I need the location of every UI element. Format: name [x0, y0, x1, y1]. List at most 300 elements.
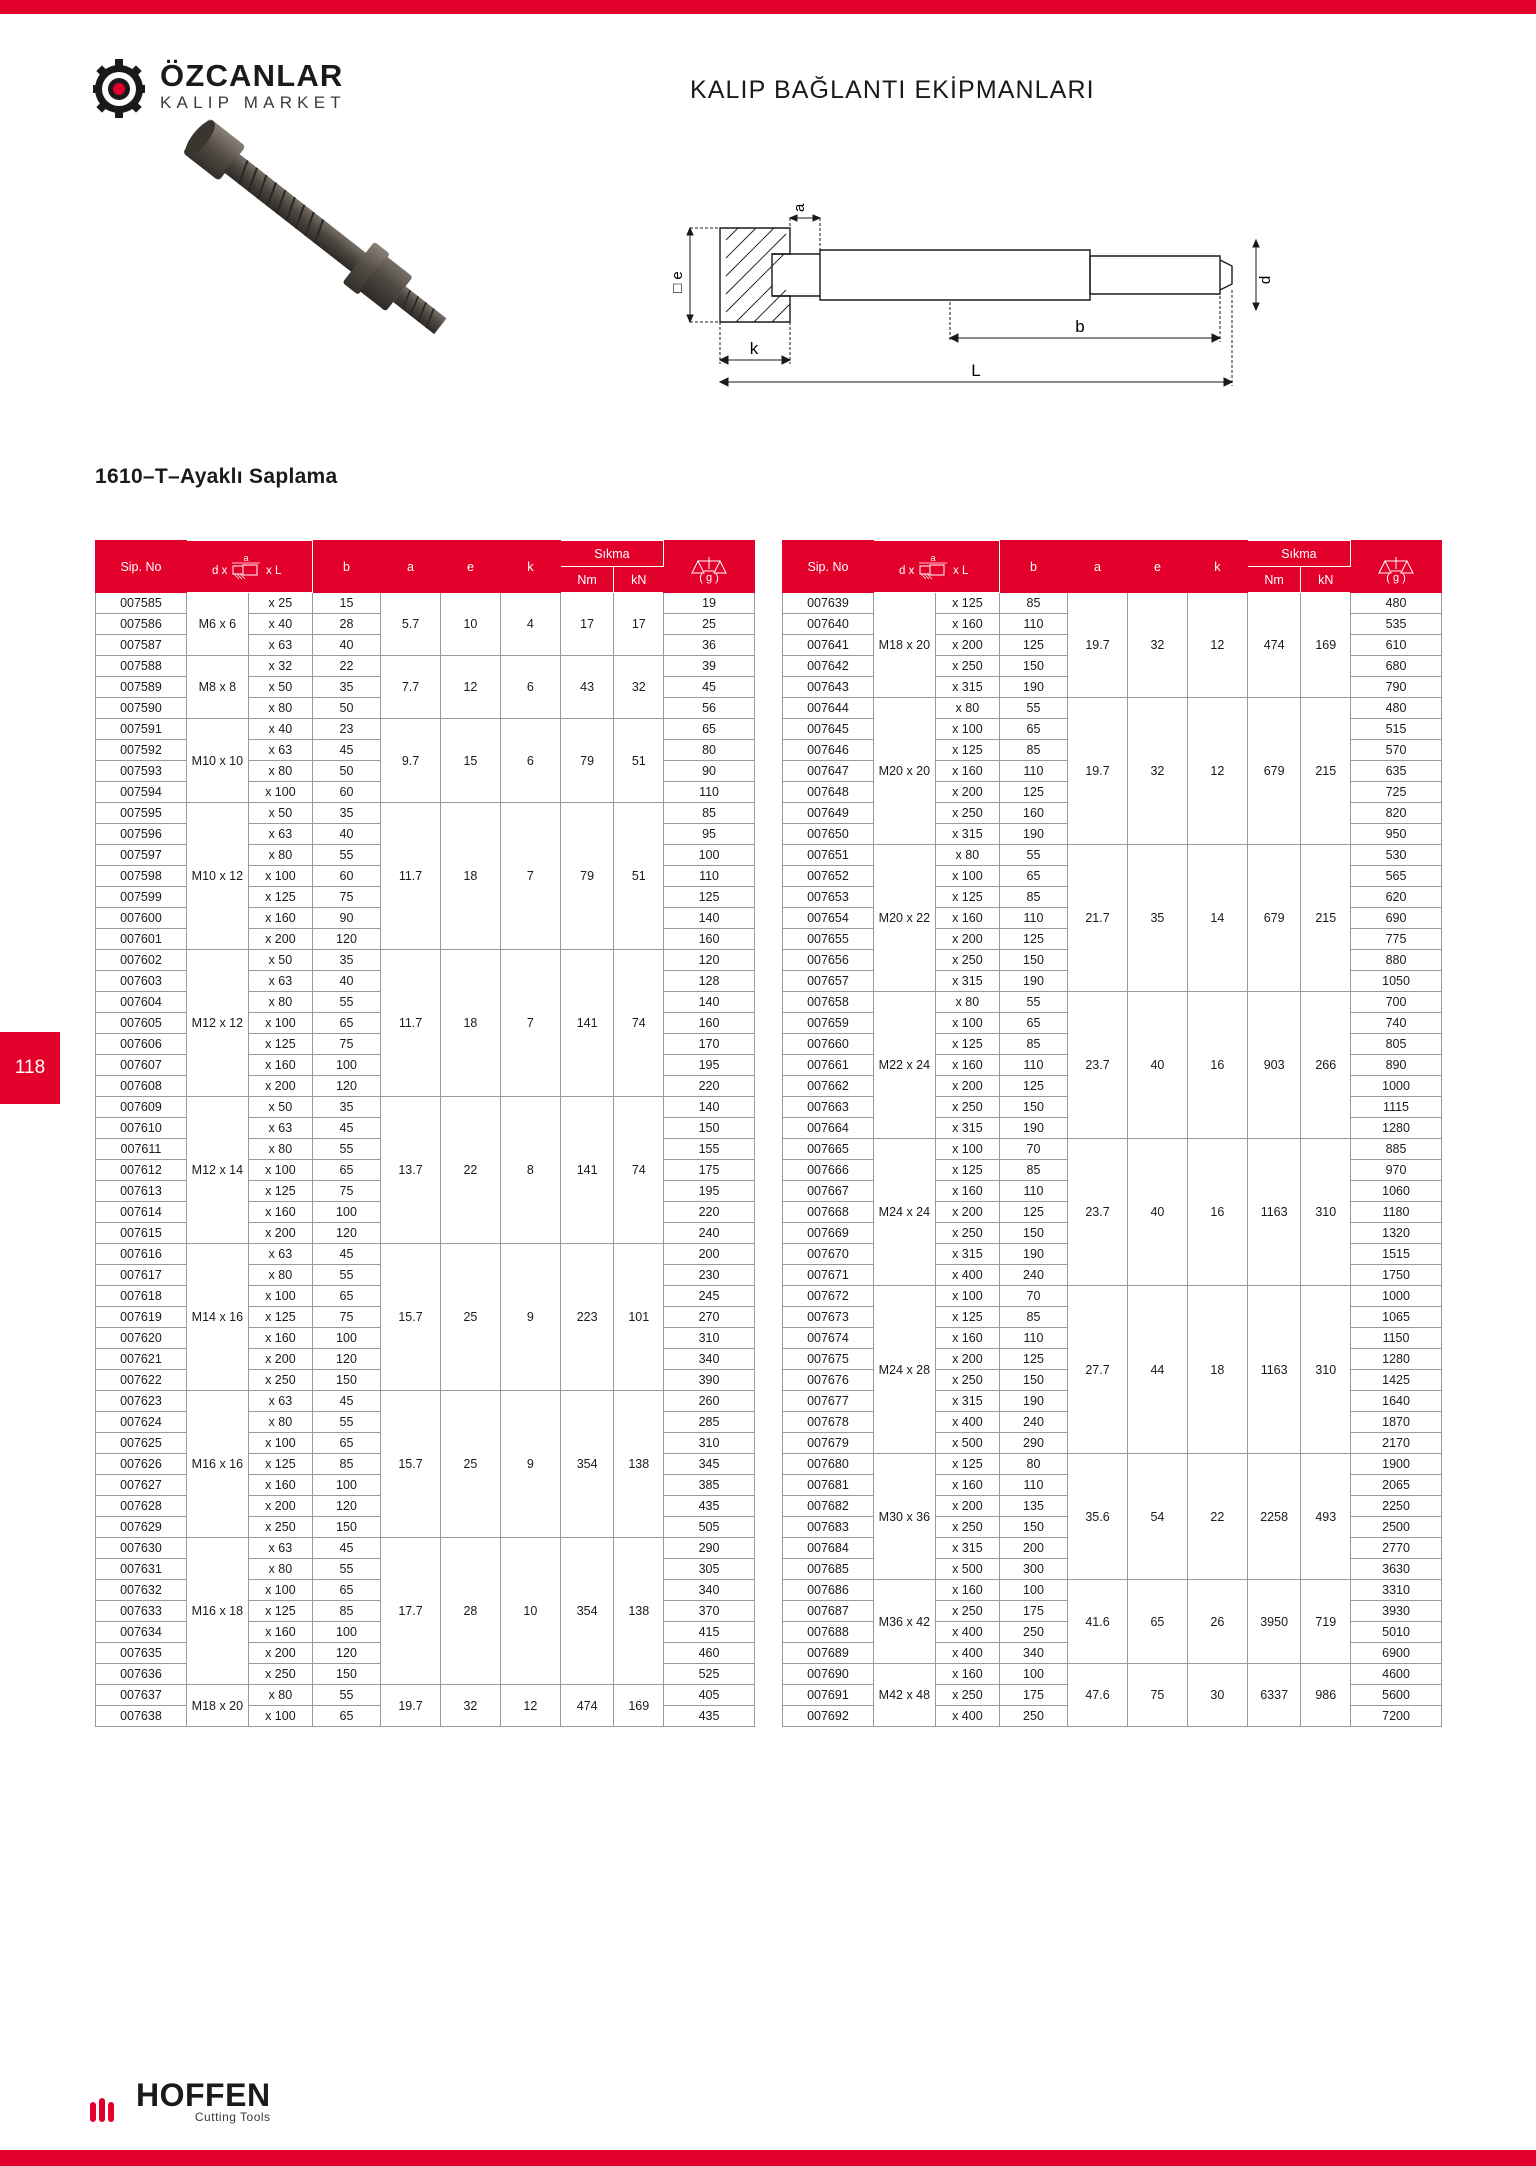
cell-b: 290 — [999, 1433, 1067, 1454]
cell-weight: 39 — [664, 656, 755, 677]
cell-sip-no: 007646 — [783, 740, 874, 761]
cell-weight: 385 — [664, 1475, 755, 1496]
cell-e: 28 — [440, 1538, 500, 1685]
cell-sip-no: 007617 — [96, 1265, 187, 1286]
cell-b: 40 — [312, 635, 380, 656]
table-row — [96, 656, 755, 677]
brand-subtitle: KALIP MARKET — [160, 92, 346, 112]
cell-weight: 700 — [1351, 992, 1442, 1013]
cell-b: 65 — [312, 1160, 380, 1181]
cell-weight: 1425 — [1351, 1370, 1442, 1391]
cell-sip-no: 007647 — [783, 761, 874, 782]
cell-b: 55 — [999, 845, 1067, 866]
cell-b: 110 — [999, 1055, 1067, 1076]
cell-length: x 200 — [935, 635, 999, 656]
cell-b: 85 — [999, 740, 1067, 761]
cell-b: 190 — [999, 1118, 1067, 1139]
cell-weight: 370 — [664, 1601, 755, 1622]
cell-e: 15 — [440, 719, 500, 803]
cell-weight: 120 — [664, 950, 755, 971]
spec-table-left — [95, 540, 755, 1727]
cell-b: 65 — [999, 866, 1067, 887]
cell-length: x 400 — [935, 1412, 999, 1433]
cell-b: 110 — [999, 908, 1067, 929]
cell-weight: 95 — [664, 824, 755, 845]
cell-a: 11.7 — [381, 950, 441, 1097]
cell-k: 9 — [500, 1244, 560, 1391]
cell-sip-no: 007631 — [96, 1559, 187, 1580]
cell-sip-no: 007609 — [96, 1097, 187, 1118]
cell-length: x 80 — [248, 1412, 312, 1433]
cell-length: x 250 — [935, 1685, 999, 1706]
table-row — [96, 719, 755, 740]
cell-size: M20 x 20 — [873, 698, 935, 845]
top-accent-bar — [0, 0, 1536, 14]
cell-nm: 1163 — [1247, 1286, 1301, 1454]
cell-weight: 110 — [664, 866, 755, 887]
cell-length: x 315 — [935, 824, 999, 845]
cell-weight: 885 — [1351, 1139, 1442, 1160]
cell-length: x 315 — [935, 1538, 999, 1559]
cell-b: 190 — [999, 677, 1067, 698]
cell-weight: 530 — [1351, 845, 1442, 866]
cell-weight: 5010 — [1351, 1622, 1442, 1643]
cell-b: 120 — [312, 929, 380, 950]
cell-weight: 1870 — [1351, 1412, 1442, 1433]
cell-length: x 80 — [935, 845, 999, 866]
cell-weight: 1050 — [1351, 971, 1442, 992]
cell-b: 120 — [312, 1076, 380, 1097]
cell-length: x 80 — [935, 698, 999, 719]
cell-sip-no: 007606 — [96, 1034, 187, 1055]
cell-length: x 80 — [248, 1139, 312, 1160]
cell-length: x 40 — [248, 614, 312, 635]
cell-b: 150 — [999, 1097, 1067, 1118]
cell-length: x 100 — [248, 1160, 312, 1181]
cell-size: M16 x 18 — [186, 1538, 248, 1685]
cell-b: 190 — [999, 824, 1067, 845]
th-dxl — [186, 541, 312, 593]
cell-weight: 305 — [664, 1559, 755, 1580]
cell-sip-no: 007619 — [96, 1307, 187, 1328]
cell-sip-no: 007664 — [783, 1118, 874, 1139]
cell-size: M14 x 16 — [186, 1244, 248, 1391]
cell-length: x 315 — [935, 1244, 999, 1265]
cell-length: x 160 — [248, 1055, 312, 1076]
cell-sip-no: 007624 — [96, 1412, 187, 1433]
cell-weight: 285 — [664, 1412, 755, 1433]
cell-length: x 315 — [935, 1391, 999, 1412]
cell-kn: 215 — [1301, 845, 1351, 992]
cell-b: 55 — [312, 992, 380, 1013]
cell-sip-no: 007645 — [783, 719, 874, 740]
cell-sip-no: 007669 — [783, 1223, 874, 1244]
footer-tagline: Cutting Tools — [194, 2110, 271, 2124]
footer-logo — [88, 2076, 271, 2124]
cell-k: 14 — [1187, 845, 1247, 992]
cell-e: 18 — [440, 950, 500, 1097]
cell-b: 60 — [312, 782, 380, 803]
cell-b: 100 — [999, 1664, 1067, 1685]
cell-weight: 480 — [1351, 593, 1442, 614]
cell-length: x 200 — [935, 1076, 999, 1097]
cell-length: x 100 — [935, 866, 999, 887]
cell-length: x 400 — [935, 1265, 999, 1286]
cell-weight: 2770 — [1351, 1538, 1442, 1559]
table-row — [783, 1139, 1442, 1160]
cell-length: x 125 — [935, 1307, 999, 1328]
th-k: k — [1187, 541, 1247, 593]
svg-text:a: a — [243, 552, 249, 563]
cell-size: M10 x 12 — [186, 803, 248, 950]
svg-text:d x: d x — [212, 564, 228, 577]
cell-kn: 138 — [614, 1538, 664, 1685]
cell-e: 44 — [1127, 1286, 1187, 1454]
cell-length: x 400 — [935, 1643, 999, 1664]
table-row — [96, 1244, 755, 1265]
cell-b: 135 — [999, 1496, 1067, 1517]
cell-weight: 230 — [664, 1265, 755, 1286]
cell-nm: 141 — [560, 1097, 614, 1244]
dim-label-k: k — [749, 339, 759, 358]
cell-sip-no: 007626 — [96, 1454, 187, 1475]
cell-length: x 100 — [248, 1706, 312, 1727]
cell-b: 110 — [999, 614, 1067, 635]
cell-length: x 250 — [248, 1664, 312, 1685]
cell-weight: 775 — [1351, 929, 1442, 950]
cell-nm: 223 — [560, 1244, 614, 1391]
cell-weight: 1280 — [1351, 1118, 1442, 1139]
cell-kn: 310 — [1301, 1139, 1351, 1286]
cell-weight: 36 — [664, 635, 755, 656]
cell-weight: 195 — [664, 1055, 755, 1076]
cell-a: 23.7 — [1068, 992, 1128, 1139]
cell-length: x 63 — [248, 635, 312, 656]
cell-weight: 405 — [664, 1685, 755, 1706]
cell-b: 35 — [312, 677, 380, 698]
cell-sip-no: 007663 — [783, 1097, 874, 1118]
dim-label-L: L — [971, 361, 981, 380]
technical-drawing — [660, 203, 1400, 410]
th-k: k — [500, 541, 560, 593]
cell-b: 110 — [999, 1475, 1067, 1496]
table-row — [783, 698, 1442, 719]
cell-weight: 90 — [664, 761, 755, 782]
cell-weight: 890 — [1351, 1055, 1442, 1076]
th-sikma: Sıkma — [560, 541, 663, 567]
cell-length: x 63 — [248, 971, 312, 992]
table-row — [783, 1664, 1442, 1685]
cell-length: x 32 — [248, 656, 312, 677]
cell-b: 250 — [999, 1622, 1067, 1643]
cell-length: x 125 — [248, 887, 312, 908]
cell-weight: 390 — [664, 1370, 755, 1391]
cell-sip-no: 007613 — [96, 1181, 187, 1202]
cell-b: 120 — [312, 1496, 380, 1517]
cell-sip-no: 007672 — [783, 1286, 874, 1307]
cell-length: x 500 — [935, 1559, 999, 1580]
cell-weight: 3310 — [1351, 1580, 1442, 1601]
cell-e: 10 — [440, 593, 500, 656]
cell-sip-no: 007632 — [96, 1580, 187, 1601]
cell-b: 45 — [312, 1391, 380, 1412]
cell-b: 85 — [999, 593, 1067, 614]
cell-length: x 400 — [935, 1622, 999, 1643]
cell-b: 100 — [312, 1202, 380, 1223]
cell-sip-no: 007598 — [96, 866, 187, 887]
cell-k: 12 — [1187, 698, 1247, 845]
cell-b: 40 — [312, 824, 380, 845]
cell-weight: 435 — [664, 1496, 755, 1517]
cell-sip-no: 007674 — [783, 1328, 874, 1349]
cell-length: x 315 — [935, 677, 999, 698]
cell-sip-no: 007660 — [783, 1034, 874, 1055]
cell-weight: 80 — [664, 740, 755, 761]
cell-kn: 138 — [614, 1391, 664, 1538]
th-sikma: Sıkma — [1247, 541, 1350, 567]
cell-b: 60 — [312, 866, 380, 887]
cell-nm: 141 — [560, 950, 614, 1097]
cell-sip-no: 007636 — [96, 1664, 187, 1685]
cell-b: 80 — [999, 1454, 1067, 1475]
cell-k: 30 — [1187, 1664, 1247, 1727]
th-b: b — [999, 541, 1067, 593]
cell-kn: 51 — [614, 719, 664, 803]
cell-weight: 150 — [664, 1118, 755, 1139]
page-title: KALIP BAĞLANTI EKİPMANLARI — [690, 76, 1095, 104]
cell-b: 85 — [999, 887, 1067, 908]
th-e: e — [440, 541, 500, 593]
table-header-right — [783, 541, 1442, 593]
cell-kn: 17 — [614, 593, 664, 656]
cell-b: 35 — [312, 950, 380, 971]
cell-sip-no: 007644 — [783, 698, 874, 719]
table-row — [783, 1580, 1442, 1601]
cell-weight: 680 — [1351, 656, 1442, 677]
table-row — [96, 950, 755, 971]
cell-k: 12 — [1187, 593, 1247, 698]
cell-e: 65 — [1127, 1580, 1187, 1664]
cell-length: x 63 — [248, 824, 312, 845]
dim-label-a: a — [791, 203, 808, 212]
cell-nm: 1163 — [1247, 1139, 1301, 1286]
cell-b: 85 — [999, 1160, 1067, 1181]
cell-length: x 200 — [935, 782, 999, 803]
gear-camera-icon — [88, 56, 150, 118]
cell-e: 32 — [1127, 698, 1187, 845]
cell-weight: 725 — [1351, 782, 1442, 803]
cell-sip-no: 007653 — [783, 887, 874, 908]
dim-label-b: b — [1075, 317, 1085, 336]
cell-b: 65 — [312, 1013, 380, 1034]
cell-sip-no: 007591 — [96, 719, 187, 740]
cell-sip-no: 007676 — [783, 1370, 874, 1391]
cell-length: x 100 — [935, 719, 999, 740]
cell-length: x 100 — [935, 1013, 999, 1034]
spec-table-right — [782, 540, 1442, 1727]
cell-kn: 266 — [1301, 992, 1351, 1139]
cell-b: 125 — [999, 1202, 1067, 1223]
cell-sip-no: 007650 — [783, 824, 874, 845]
cell-b: 55 — [312, 1412, 380, 1433]
cell-weight: 4600 — [1351, 1664, 1442, 1685]
cell-sip-no: 007605 — [96, 1013, 187, 1034]
cell-k: 10 — [500, 1538, 560, 1685]
cell-b: 15 — [312, 593, 380, 614]
brand-logo — [88, 56, 346, 118]
cell-nm: 6337 — [1247, 1664, 1301, 1727]
cell-weight: 435 — [664, 1706, 755, 1727]
cell-size: M6 x 6 — [186, 593, 248, 656]
dim-label-d: d — [1257, 275, 1274, 285]
cell-b: 125 — [999, 1076, 1067, 1097]
cell-b: 90 — [312, 908, 380, 929]
cell-sip-no: 007651 — [783, 845, 874, 866]
cell-weight: 7200 — [1351, 1706, 1442, 1727]
cell-weight: 2065 — [1351, 1475, 1442, 1496]
cell-b: 22 — [312, 656, 380, 677]
cell-sip-no: 007638 — [96, 1706, 187, 1727]
cell-b: 35 — [312, 803, 380, 824]
cell-sip-no: 007587 — [96, 635, 187, 656]
cell-sip-no: 007661 — [783, 1055, 874, 1076]
cell-weight: 1640 — [1351, 1391, 1442, 1412]
cell-k: 6 — [500, 656, 560, 719]
cell-sip-no: 007629 — [96, 1517, 187, 1538]
cell-weight: 2250 — [1351, 1496, 1442, 1517]
cell-sip-no: 007637 — [96, 1685, 187, 1706]
cell-length: x 250 — [248, 1370, 312, 1391]
cell-sip-no: 007678 — [783, 1412, 874, 1433]
cell-weight: 270 — [664, 1307, 755, 1328]
cell-weight: 195 — [664, 1181, 755, 1202]
cell-sip-no: 007640 — [783, 614, 874, 635]
cell-kn: 493 — [1301, 1454, 1351, 1580]
cell-length: x 100 — [248, 1580, 312, 1601]
svg-text:d x: d x — [899, 564, 915, 577]
cell-length: x 160 — [935, 1664, 999, 1685]
svg-text:x L: x L — [953, 564, 969, 577]
cell-length: x 250 — [935, 950, 999, 971]
cell-sip-no: 007611 — [96, 1139, 187, 1160]
cell-sip-no: 007677 — [783, 1391, 874, 1412]
cell-b: 120 — [312, 1349, 380, 1370]
cell-b: 65 — [999, 1013, 1067, 1034]
page-number-tab — [0, 1032, 60, 1104]
cell-length: x 63 — [248, 740, 312, 761]
cell-length: x 80 — [248, 1685, 312, 1706]
cell-b: 85 — [312, 1454, 380, 1475]
cell-length: x 80 — [248, 845, 312, 866]
cell-b: 55 — [312, 845, 380, 866]
cell-b: 100 — [312, 1328, 380, 1349]
cell-a: 13.7 — [381, 1097, 441, 1244]
cell-b: 35 — [312, 1097, 380, 1118]
cell-sip-no: 007590 — [96, 698, 187, 719]
cell-weight: 515 — [1351, 719, 1442, 740]
cell-weight: 1115 — [1351, 1097, 1442, 1118]
cell-b: 120 — [312, 1223, 380, 1244]
cell-sip-no: 007602 — [96, 950, 187, 971]
cell-weight: 100 — [664, 845, 755, 866]
cell-k: 4 — [500, 593, 560, 656]
cell-sip-no: 007627 — [96, 1475, 187, 1496]
cell-b: 110 — [999, 761, 1067, 782]
cell-a: 47.6 — [1068, 1664, 1128, 1727]
cell-weight: 1065 — [1351, 1307, 1442, 1328]
th-kn: kN — [614, 567, 664, 593]
table-header-left — [96, 541, 755, 593]
cell-nm: 3950 — [1247, 1580, 1301, 1664]
cell-sip-no: 007680 — [783, 1454, 874, 1475]
cell-weight: 170 — [664, 1034, 755, 1055]
cell-b: 75 — [312, 1307, 380, 1328]
cell-size: M8 x 8 — [186, 656, 248, 719]
cell-length: x 200 — [248, 1496, 312, 1517]
cell-weight: 620 — [1351, 887, 1442, 908]
cell-e: 18 — [440, 803, 500, 950]
cell-b: 125 — [999, 1349, 1067, 1370]
cell-kn: 51 — [614, 803, 664, 950]
cell-b: 65 — [312, 1706, 380, 1727]
cell-weight: 525 — [664, 1664, 755, 1685]
cell-k: 8 — [500, 1097, 560, 1244]
cell-sip-no: 007690 — [783, 1664, 874, 1685]
cell-sip-no: 007685 — [783, 1559, 874, 1580]
cell-b: 150 — [999, 950, 1067, 971]
cell-b: 28 — [312, 614, 380, 635]
cell-sip-no: 007589 — [96, 677, 187, 698]
cell-sip-no: 007654 — [783, 908, 874, 929]
cell-sip-no: 007682 — [783, 1496, 874, 1517]
cell-a: 21.7 — [1068, 845, 1128, 992]
cell-b: 55 — [999, 698, 1067, 719]
dim-label-e: □ e — [669, 271, 686, 293]
table-body-right — [783, 593, 1442, 1727]
cell-sip-no: 007687 — [783, 1601, 874, 1622]
cell-nm: 679 — [1247, 698, 1301, 845]
cell-length: x 200 — [248, 1076, 312, 1097]
cell-kn: 719 — [1301, 1580, 1351, 1664]
svg-text:a: a — [930, 552, 936, 563]
cell-length: x 200 — [935, 1496, 999, 1517]
table-row — [783, 1286, 1442, 1307]
cell-a: 15.7 — [381, 1391, 441, 1538]
cell-weight: 5600 — [1351, 1685, 1442, 1706]
cell-b: 110 — [999, 1181, 1067, 1202]
th-a: a — [1068, 541, 1128, 593]
cell-length: x 80 — [935, 992, 999, 1013]
cell-length: x 200 — [248, 1223, 312, 1244]
product-photo — [120, 130, 540, 350]
cell-b: 55 — [312, 1685, 380, 1706]
cell-b: 300 — [999, 1559, 1067, 1580]
cell-sip-no: 007592 — [96, 740, 187, 761]
cell-weight: 970 — [1351, 1160, 1442, 1181]
cell-weight: 535 — [1351, 614, 1442, 635]
cell-sip-no: 007593 — [96, 761, 187, 782]
cell-length: x 125 — [248, 1034, 312, 1055]
cell-weight: 505 — [664, 1517, 755, 1538]
cell-length: x 400 — [935, 1706, 999, 1727]
cell-weight: 25 — [664, 614, 755, 635]
cell-weight: 460 — [664, 1643, 755, 1664]
cell-sip-no: 007668 — [783, 1202, 874, 1223]
cell-e: 32 — [1127, 593, 1187, 698]
cell-size: M12 x 12 — [186, 950, 248, 1097]
cell-length: x 200 — [935, 1202, 999, 1223]
cell-nm: 474 — [1247, 593, 1301, 698]
